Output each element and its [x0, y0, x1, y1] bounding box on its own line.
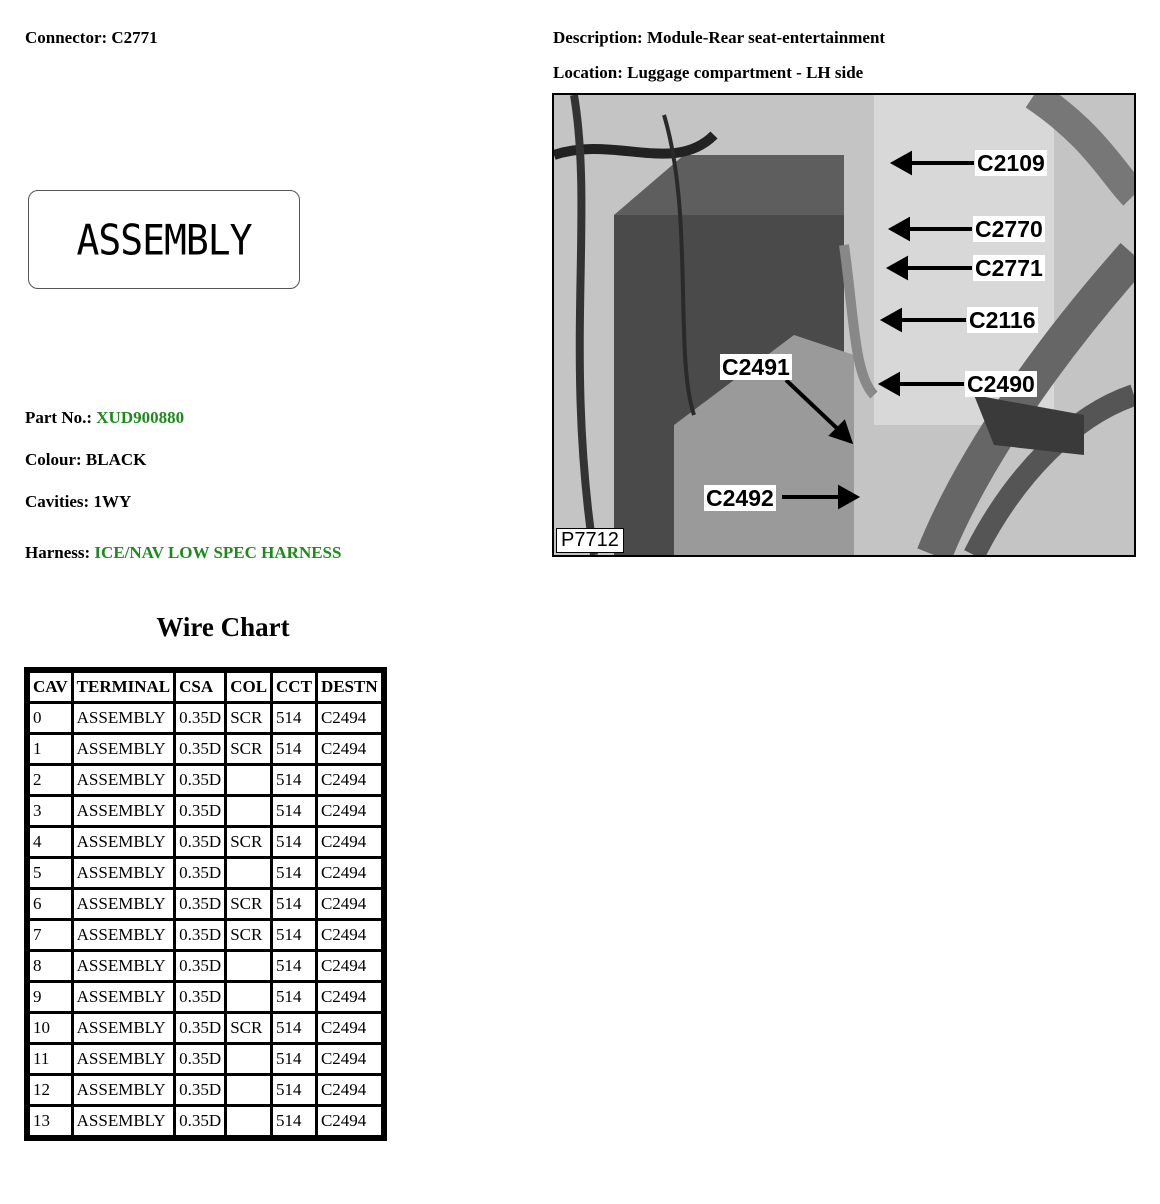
table-row	[30, 890, 381, 918]
wire-chart-body	[30, 704, 381, 1135]
cell-col: SCR	[227, 735, 270, 763]
cell-cct: 514	[273, 797, 315, 825]
cell-cav: 6	[30, 890, 71, 918]
cell-cav: 10	[30, 1014, 71, 1042]
cell-cct: 514	[273, 828, 315, 856]
table-row	[30, 952, 381, 980]
callout-c2109: C2109	[977, 150, 1045, 176]
cell-terminal: ASSEMBLY	[74, 828, 174, 856]
cell-cav: 2	[30, 766, 71, 794]
table-row	[30, 1076, 381, 1104]
part-no-label: Part No.:	[25, 408, 93, 427]
cell-col: SCR	[227, 704, 270, 732]
colour-label: Colour:	[25, 450, 82, 469]
cell-csa: 0.35D	[176, 1076, 224, 1104]
cell-terminal: ASSEMBLY	[74, 735, 174, 763]
cell-cav: 3	[30, 797, 71, 825]
cell-destn: C2494	[318, 1045, 381, 1073]
cell-terminal: ASSEMBLY	[74, 952, 174, 980]
description-line	[553, 28, 885, 48]
cell-cct: 514	[273, 890, 315, 918]
cell-cav: 9	[30, 983, 71, 1011]
part-no-line	[25, 408, 184, 428]
table-row	[30, 735, 381, 763]
cell-cct: 514	[273, 1014, 315, 1042]
harness-line	[25, 543, 341, 563]
cell-csa: 0.35D	[176, 828, 224, 856]
cell-col	[227, 797, 270, 825]
description-value: Module-Rear seat-entertainment	[646, 28, 886, 47]
cell-destn: C2494	[318, 921, 381, 949]
cell-terminal: ASSEMBLY	[74, 1107, 174, 1135]
table-row	[30, 797, 381, 825]
location-value: Luggage compartment - LH side	[627, 63, 864, 82]
description-label: Description:	[553, 28, 643, 47]
cell-col	[227, 766, 270, 794]
cell-cav: 12	[30, 1076, 71, 1104]
cell-csa: 0.35D	[176, 890, 224, 918]
table-row	[30, 1107, 381, 1135]
assembly-box-text: ASSEMBLY	[76, 215, 252, 264]
cell-destn: C2494	[318, 983, 381, 1011]
callout-c2492: C2492	[706, 485, 774, 511]
location-label: Location:	[553, 63, 623, 82]
table-row	[30, 1045, 381, 1073]
column-header-csa: CSA	[176, 673, 224, 701]
cell-col	[227, 983, 270, 1011]
cell-cct: 514	[273, 921, 315, 949]
cell-col	[227, 1107, 270, 1135]
cell-csa: 0.35D	[176, 1107, 224, 1135]
cell-destn: C2494	[318, 704, 381, 732]
table-row	[30, 704, 381, 732]
connector-value: C2771	[111, 28, 158, 47]
cell-cav: 1	[30, 735, 71, 763]
cell-col	[227, 952, 270, 980]
callout-c2490: C2490	[967, 371, 1035, 397]
cell-csa: 0.35D	[176, 983, 224, 1011]
cell-cct: 514	[273, 952, 315, 980]
cavities-value: 1WY	[93, 492, 132, 511]
callout-c2491: C2491	[722, 354, 790, 380]
table-row	[30, 1014, 381, 1042]
cell-destn: C2494	[318, 952, 381, 980]
cell-cav: 7	[30, 921, 71, 949]
cell-cav: 4	[30, 828, 71, 856]
cell-destn: C2494	[318, 859, 381, 887]
cell-cct: 514	[273, 1107, 315, 1135]
location-photo	[552, 93, 1136, 557]
harness-label: Harness:	[25, 543, 91, 562]
column-header-destn: DESTN	[318, 673, 381, 701]
photo-illustration	[554, 95, 1134, 555]
wire-chart-header-row	[30, 673, 381, 701]
cell-cct: 514	[273, 1045, 315, 1073]
cell-csa: 0.35D	[176, 921, 224, 949]
cell-cav: 0	[30, 704, 71, 732]
location-line	[553, 63, 863, 83]
cell-terminal: ASSEMBLY	[74, 766, 174, 794]
cell-col	[227, 1076, 270, 1104]
assembly-box	[28, 190, 300, 289]
cell-cav: 5	[30, 859, 71, 887]
cell-csa: 0.35D	[176, 735, 224, 763]
cell-destn: C2494	[318, 766, 381, 794]
cell-cct: 514	[273, 859, 315, 887]
cell-cct: 514	[273, 766, 315, 794]
cell-cav: 13	[30, 1107, 71, 1135]
colour-line	[25, 450, 146, 470]
callout-c2770: C2770	[975, 216, 1043, 242]
cell-cav: 11	[30, 1045, 71, 1073]
cell-destn: C2494	[318, 828, 381, 856]
cell-csa: 0.35D	[176, 704, 224, 732]
table-row	[30, 828, 381, 856]
cell-col	[227, 1045, 270, 1073]
cell-terminal: ASSEMBLY	[74, 859, 174, 887]
column-header-col: COL	[227, 673, 270, 701]
cell-col: SCR	[227, 828, 270, 856]
cell-terminal: ASSEMBLY	[74, 704, 174, 732]
cell-csa: 0.35D	[176, 797, 224, 825]
cell-csa: 0.35D	[176, 766, 224, 794]
cell-terminal: ASSEMBLY	[74, 890, 174, 918]
cell-cct: 514	[273, 735, 315, 763]
cell-csa: 0.35D	[176, 1045, 224, 1073]
cell-terminal: ASSEMBLY	[74, 1045, 174, 1073]
cell-terminal: ASSEMBLY	[74, 983, 174, 1011]
cell-cav: 8	[30, 952, 71, 980]
cell-destn: C2494	[318, 797, 381, 825]
column-header-terminal: TERMINAL	[74, 673, 174, 701]
column-header-cav: CAV	[30, 673, 71, 701]
cell-col: SCR	[227, 1014, 270, 1042]
cell-col	[227, 859, 270, 887]
cell-csa: 0.35D	[176, 859, 224, 887]
table-row	[30, 983, 381, 1011]
callout-c2116: C2116	[969, 307, 1036, 333]
cell-csa: 0.35D	[176, 952, 224, 980]
table-row	[30, 859, 381, 887]
cell-col: SCR	[227, 921, 270, 949]
cell-terminal: ASSEMBLY	[74, 1014, 174, 1042]
cell-terminal: ASSEMBLY	[74, 921, 174, 949]
column-header-cct: CCT	[273, 673, 315, 701]
cell-cct: 514	[273, 983, 315, 1011]
cell-destn: C2494	[318, 1107, 381, 1135]
cell-destn: C2494	[318, 1076, 381, 1104]
cavities-label: Cavities:	[25, 492, 90, 511]
connector-line	[25, 28, 158, 48]
part-no-link[interactable]: XUD900880	[96, 408, 185, 427]
cell-terminal: ASSEMBLY	[74, 1076, 174, 1104]
cell-cct: 514	[273, 1076, 315, 1104]
harness-link[interactable]: ICE/NAV LOW SPEC HARNESS	[94, 543, 342, 562]
wire-chart-title: Wire Chart	[156, 612, 290, 642]
wire-chart-table	[24, 667, 387, 1141]
cell-destn: C2494	[318, 890, 381, 918]
cell-col: SCR	[227, 890, 270, 918]
cavities-line	[25, 492, 131, 512]
cell-destn: C2494	[318, 735, 381, 763]
colour-value: BLACK	[85, 450, 147, 469]
cell-destn: C2494	[318, 1014, 381, 1042]
cell-cct: 514	[273, 704, 315, 732]
photo-id-label: P7712	[556, 528, 624, 553]
table-row	[30, 921, 381, 949]
cell-csa: 0.35D	[176, 1014, 224, 1042]
callout-c2771: C2771	[975, 255, 1043, 281]
table-row	[30, 766, 381, 794]
connector-label: Connector:	[25, 28, 108, 47]
cell-terminal: ASSEMBLY	[74, 797, 174, 825]
